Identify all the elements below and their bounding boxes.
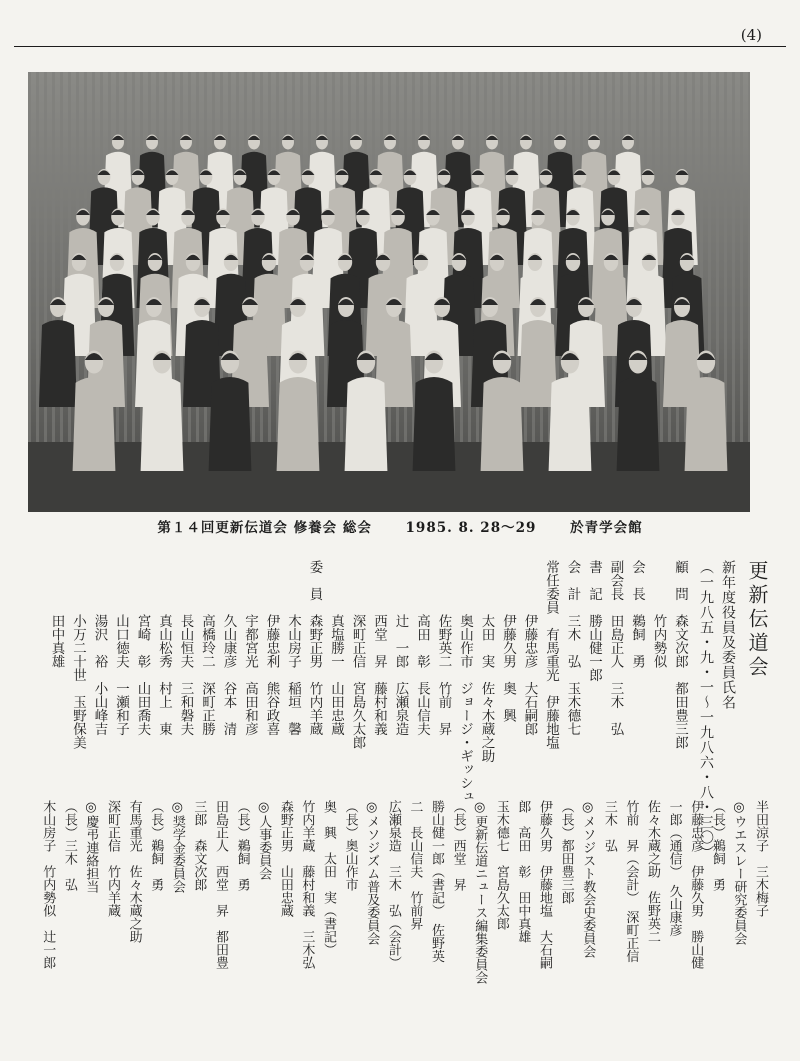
group-photo-image bbox=[28, 72, 750, 512]
caption-event: 第１４回更新伝道会 修養会 総会 bbox=[157, 520, 372, 536]
officer-column: 山口徳夫 一瀬和子 bbox=[113, 560, 129, 736]
page-number: (4) bbox=[740, 26, 762, 44]
officer-column: 奥山作市 ジョージ・ギッシュ bbox=[457, 560, 473, 803]
officer-column: 太田 実 佐々木蔵之助 bbox=[478, 560, 495, 763]
officer-column: 副会長 田島正人 三木 弘 bbox=[607, 560, 624, 736]
caption-venue: 於青学会館 bbox=[570, 520, 643, 536]
committee-column: 一郎（通信） 久山康彦 bbox=[666, 800, 682, 937]
officer-column: 真塩勝一 山田忠蔵 bbox=[328, 560, 344, 736]
committee-column: （長）鵜飼 勇 bbox=[148, 800, 164, 891]
committee-column: 広瀬泉造 三木 弘（会計） bbox=[385, 800, 401, 969]
officer-column: 真山松秀 村上 東 bbox=[156, 560, 172, 736]
officer-column: 伊藤忠利 熊谷政喜 bbox=[263, 560, 280, 736]
committee-column: 三郎 森文次郎 bbox=[191, 800, 207, 891]
committee-column: （長）都田豊三郎 bbox=[558, 800, 574, 904]
officer-column: 辻 一郎 広瀬泉造 bbox=[392, 560, 409, 736]
officer-column: 小万二十世 玉野保美 bbox=[70, 560, 86, 749]
officer-column: 佐野英二 竹前 昇 bbox=[435, 560, 452, 736]
committee-column: 二 長山信夫 竹前昇 bbox=[407, 800, 423, 930]
committee-column: 深町正信 竹内羊蔵 bbox=[105, 800, 120, 917]
officer-column: 湯沢 裕 小山峰吉 bbox=[91, 560, 108, 736]
org-title: 更新伝道会 bbox=[745, 560, 769, 680]
officer-column: 長山恒夫 三和磐夫 bbox=[177, 560, 194, 736]
committee-column: 郎 高田 彰 田中真雄 bbox=[515, 800, 531, 943]
officer-column: 田中真雄 bbox=[48, 560, 65, 668]
officer-column: 西堂 昇 藤村和義 bbox=[371, 560, 387, 736]
photo-caption bbox=[0, 516, 800, 536]
committee-column: 伊藤久男 伊藤地塩 大石嗣 bbox=[537, 800, 552, 969]
committee-column: 勝山健一郎（書記） 佐野英 bbox=[429, 800, 444, 963]
header-rule bbox=[14, 46, 786, 47]
committee-column: ◎メソジズム普及委員会 bbox=[364, 800, 380, 945]
officer-column: 高橋玲二 深町正勝 bbox=[199, 560, 215, 736]
officer-column: 伊藤忠彦 大石嗣郎 bbox=[521, 560, 538, 736]
officer-column: 会 長 鵜飼 勇 bbox=[629, 560, 645, 668]
committee-column: 有馬重光 佐々木蔵之助 bbox=[126, 800, 142, 943]
officer-column: 伊藤久男 奥 興 bbox=[500, 560, 516, 722]
committee-column: ◎人事委員会 bbox=[256, 800, 272, 880]
committee-column: ◎メソジスト教会史委員会 bbox=[580, 800, 596, 958]
committee-column: （長）三木 弘 bbox=[61, 800, 77, 891]
committee-column: ◎更新伝道ニュース編集委員会 bbox=[472, 800, 488, 984]
officer-column: 久山康彦 谷本 清 bbox=[220, 560, 237, 736]
committee-column: ◎慶弔連絡担当 bbox=[83, 800, 99, 893]
committee-column: 奥 興 太田 実（書記） bbox=[321, 800, 336, 956]
committees-section bbox=[0, 800, 800, 1061]
officer-column: 竹内勢似 bbox=[650, 560, 667, 668]
caption-date: 1985. 8. 28～29 bbox=[405, 520, 537, 536]
committee-column: 半田涼子 三木梅子 bbox=[753, 800, 768, 917]
group-photo bbox=[28, 72, 750, 512]
committee-column: 木山房子 竹内勢似 辻一郎 bbox=[40, 800, 56, 969]
committee-column: （長）鵜飼 勇 bbox=[709, 800, 725, 891]
officer-column: 書 記 勝山健一郎 bbox=[586, 560, 602, 682]
officers-term: （一九八五・九・一～一九八六・八・三〇） bbox=[698, 560, 714, 860]
officer-column: 会 計 三木 弘 玉木德七 bbox=[564, 560, 581, 736]
committee-column: 玉木德七 宮島久太郎 bbox=[493, 800, 509, 930]
committee-column: 伊藤忠彦 伊藤久男 勝山健 bbox=[688, 800, 704, 969]
committee-column: （長）西堂 昇 bbox=[450, 800, 466, 891]
officer-column: 宮崎 彰 山田喬夫 bbox=[134, 560, 151, 736]
officer-column: 高田 彰 長山信夫 bbox=[414, 560, 430, 736]
committee-column: （長）鵜飼 勇 bbox=[234, 800, 250, 891]
officer-column: 顧 問 森文次郎 都田豊三郎 bbox=[672, 560, 688, 749]
committee-column: 三木 弘 bbox=[601, 800, 617, 852]
committee-column: 竹内羊蔵 藤村和義 三木弘 bbox=[299, 800, 315, 969]
officer-column: 深町正信 宮島久太郎 bbox=[349, 560, 366, 749]
committee-column: 田島正人 西堂 昇 都田豊 bbox=[213, 800, 228, 969]
committee-column: ◎ウエスレー研究委員会 bbox=[731, 800, 747, 945]
officer-column: 木山房子 稲垣 馨 bbox=[285, 560, 301, 736]
committee-column: 森野正男 山田忠蔵 bbox=[277, 800, 293, 917]
officer-column: 常任委員 有馬重光 伊藤地塩 bbox=[543, 560, 559, 749]
committee-column: 佐々木蔵之助 佐野英二 bbox=[645, 800, 660, 943]
officer-column: 宇都宮光 高田和彦 bbox=[242, 560, 258, 736]
committee-column: 竹前 昇（会計） 深町正信 bbox=[623, 800, 639, 963]
officers-title: 新年度役員及委員氏名 bbox=[720, 560, 736, 710]
committee-column: （長）奥山作市 bbox=[342, 800, 358, 891]
committee-column: ◎奨学金委員会 bbox=[169, 800, 185, 893]
officer-column: 委 員 森野正男 竹内羊蔵 bbox=[306, 560, 323, 736]
